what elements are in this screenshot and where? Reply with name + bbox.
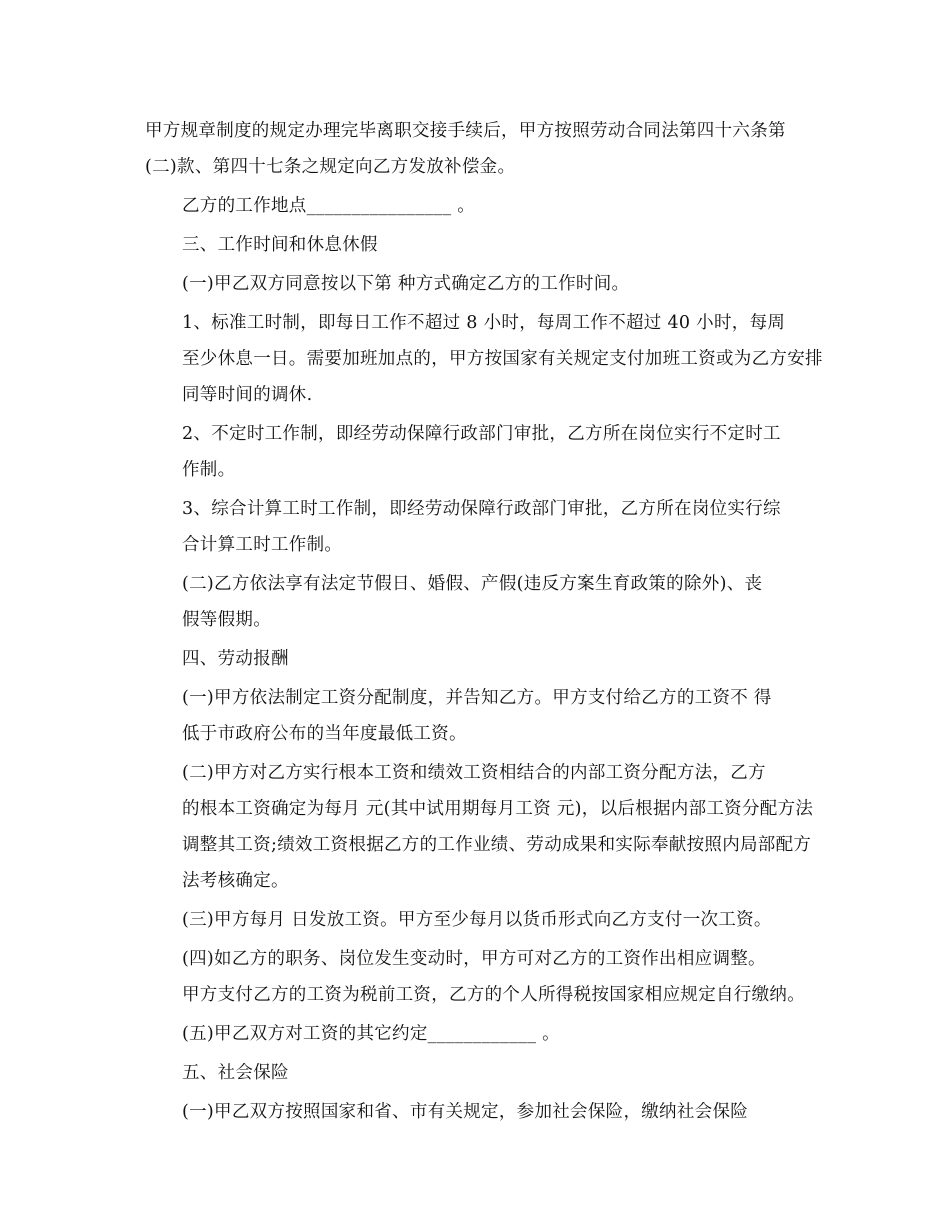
text-line: 2、不定时工作制，即经劳动保障行政部门审批，乙方所在岗位实行不定时工 [182, 424, 781, 444]
text-line: (二)乙方依法享有法定节假日、婚假、产假(违反方案生育政策的除外)、丧 [182, 574, 763, 594]
paragraph [145, 305, 823, 413]
text-line: 甲方支付乙方的工资为税前工资，乙方的个人所得税按国家相应规定自行缴纳。 [182, 985, 805, 1005]
text-line: 乙方的工作地点________________ 。 [182, 196, 476, 216]
paragraph [145, 1094, 813, 1130]
text-line: (二)款、第四十七条之规定向乙方发放补偿金。 [145, 157, 516, 177]
paragraph [145, 266, 813, 302]
paragraph [145, 1055, 813, 1091]
text-line: 至少休息一日。需要加班加点的，甲方按国家有关规定支付加班工资或为乙方安排 [182, 349, 823, 369]
text-line: 合计算工时工作制。 [182, 535, 343, 555]
paragraph [145, 113, 813, 185]
text-line: 五、社会保险 [182, 1063, 289, 1083]
paragraph [145, 491, 813, 563]
text-line: (二)甲方对乙方实行根本工资和绩效工资相结合的内部工资分配方法，乙方 [182, 763, 766, 783]
paragraph [145, 641, 813, 677]
text-line: 四、劳动报酬 [182, 649, 289, 669]
text-line: 的根本工资确定为每月 元(其中试用期每月工资 元)，以后根据内部工资分配方法 [182, 799, 814, 819]
text-line: 甲方规章制度的规定办理完毕离职交接手续后，甲方按照劳动合同法第四十六条第 [145, 121, 786, 141]
paragraph [145, 227, 813, 263]
text-line: (一)甲乙双方按照国家和省、市有关规定，参加社会保险，缴纳社会保险 [182, 1102, 749, 1122]
text-line: 假等假期。 [182, 610, 271, 630]
text-line: 法考核确定。 [182, 871, 289, 891]
text-line: (一)甲乙双方同意按以下第 种方式确定乙方的工作时间。 [182, 274, 630, 294]
text-line: (四)如乙方的职务、岗位发生变动时，甲方可对乙方的工资作出相应调整。 [182, 949, 766, 969]
text-line: (三)甲方每月 日发放工资。甲方至少每月以货币形式向乙方支付一次工资。 [182, 910, 772, 930]
text-line: 3、综合计算工时工作制，即经劳动保障行政部门审批，乙方所在岗位实行综 [182, 499, 781, 519]
text-line: (五)甲乙双方对工资的其它约定____________ 。 [182, 1024, 560, 1044]
text-line: 同等时间的调休. [182, 385, 313, 405]
paragraph [145, 566, 813, 638]
paragraph [145, 941, 813, 1013]
paragraph [145, 902, 813, 938]
paragraph [145, 755, 813, 899]
paragraph [145, 680, 813, 752]
text-line: 1、标准工时制，即每日工作不超过 8 小时，每周工作不超过 40 小时，每周 [182, 313, 786, 333]
paragraph [145, 416, 813, 488]
text-line: (一)甲方依法制定工资分配制度，并告知乙方。甲方支付给乙方的工资不 得 [182, 688, 772, 708]
text-line: 低于市政府公布的当年度最低工资。 [182, 724, 467, 744]
text-line: 三、工作时间和休息休假 [182, 235, 378, 255]
text-line: 作制。 [182, 460, 236, 480]
paragraph [145, 188, 813, 224]
paragraph [145, 1016, 813, 1052]
document-body [145, 113, 823, 1133]
text-line: 调整其工资;绩效工资根据乙方的工作业绩、劳动成果和实际奉献按照内局部配方 [182, 835, 812, 855]
